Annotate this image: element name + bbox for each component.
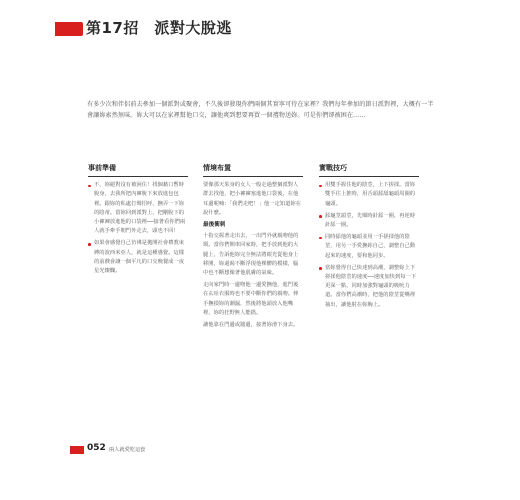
column-setting xyxy=(203,164,303,333)
footer-accent-bar xyxy=(70,446,84,454)
intro-paragraph: 有多少次和伴侶前去參加一個派對或聚會，不久後卻發現你們兩個其實寧可待在家裡？我們每年參加的節日派對裡，大概有一半會讓妳索然無味。妳大可以在家裡幫他口交，讓他爽到想要再買一個禮物送妳。可是你們卻被困在…… xyxy=(87,101,434,119)
list-item: 舔龜莖頭莖，先順時針舔一圈，再逆時針舔一圈。 xyxy=(319,212,419,230)
page-number: 052 xyxy=(87,443,106,453)
setting-heading: 情境布置 xyxy=(203,164,303,177)
setting-subheading: 最後衝刺 xyxy=(203,222,226,229)
list-item: 當妳覺得自己快達到高潮，調整妳上下搓揉他陰莖的速度──速度加快到每一下更深一點，同時加強對龜頭的吸吮力道。當你們高潮時，把他的陰莖從嘴裡抽出，讓他射在妳胸上。 xyxy=(319,264,419,310)
prep-heading: 事前準備 xyxy=(88,164,188,177)
column-tips xyxy=(319,164,419,313)
setting-paragraph: 要像那天茱身的女人一般走過整個派對人群去找他，把小褲褲塞進他口袋後，在他耳邊呢喃：「我們走吧！」他一定知道妳在說什麼。 xyxy=(203,182,301,216)
page-title: 第17招 派對大脫逃 xyxy=(86,19,232,37)
tips-heading: 實戰技巧 xyxy=(319,164,419,177)
list-item: 不，妳絕對沒有被困住！找個藉口暫時脫身，去我所把內褲脫下來放進包包裡。跟妳的私處打聲招呼，撫弄一下妳的陰蒂。當妳回到派對上，把剛脫下的小褲褲放進他的口袋裡──接著看你們兩人就手牽手朝門外走去，頭也不回！ xyxy=(88,181,188,236)
column-prep xyxy=(88,164,188,279)
setting-paragraph: 走向家門時一邊吻他一邊愛撫他，進門後在玄址衣服時也不要中斷你們的親吻。伸手撫摸妳的潮濕，然後將他頭放入他嘴裡，妳的狂野無人能擋。 xyxy=(203,282,299,316)
title-accent-bar xyxy=(55,22,83,36)
setting-paragraph: 讓他靠在門邊或牆邊，接著妳滑下身去。 xyxy=(203,322,299,329)
list-item: 同時舔他的龜頭並用一手搓揉他的陰莖，用另一手愛撫妳自己，調整自己動起來的速度，要和他同步。 xyxy=(319,233,419,261)
setting-paragraph: 十指交握著走出去，一出門外就親吻他的頸。當你們開車回家時，把手放到他的大腿上，告訴他妳完全無法將眼光從他身上移開，妳還渴不斷浮現他裸體的模樣，腦中也不斷想像著他肌膚的氣味。 xyxy=(203,233,299,277)
prep-list xyxy=(88,181,188,276)
list-item: 如果會感覺自己彷彿是拋開社會禮教束縛的波西米亞人，就是這種感覺。這樣的前戲會讓一個平凡的口交晚餐成一夜星光燦爛。 xyxy=(88,239,188,276)
book-title: 兩人就愛吃這套 xyxy=(109,447,146,453)
list-item: 用雙手握住他的陰莖，上下搓揉。當妳雙手往上推時，用舌頭舔舐龜頭周圍的龜頭。 xyxy=(319,181,419,209)
tips-list xyxy=(319,181,419,310)
